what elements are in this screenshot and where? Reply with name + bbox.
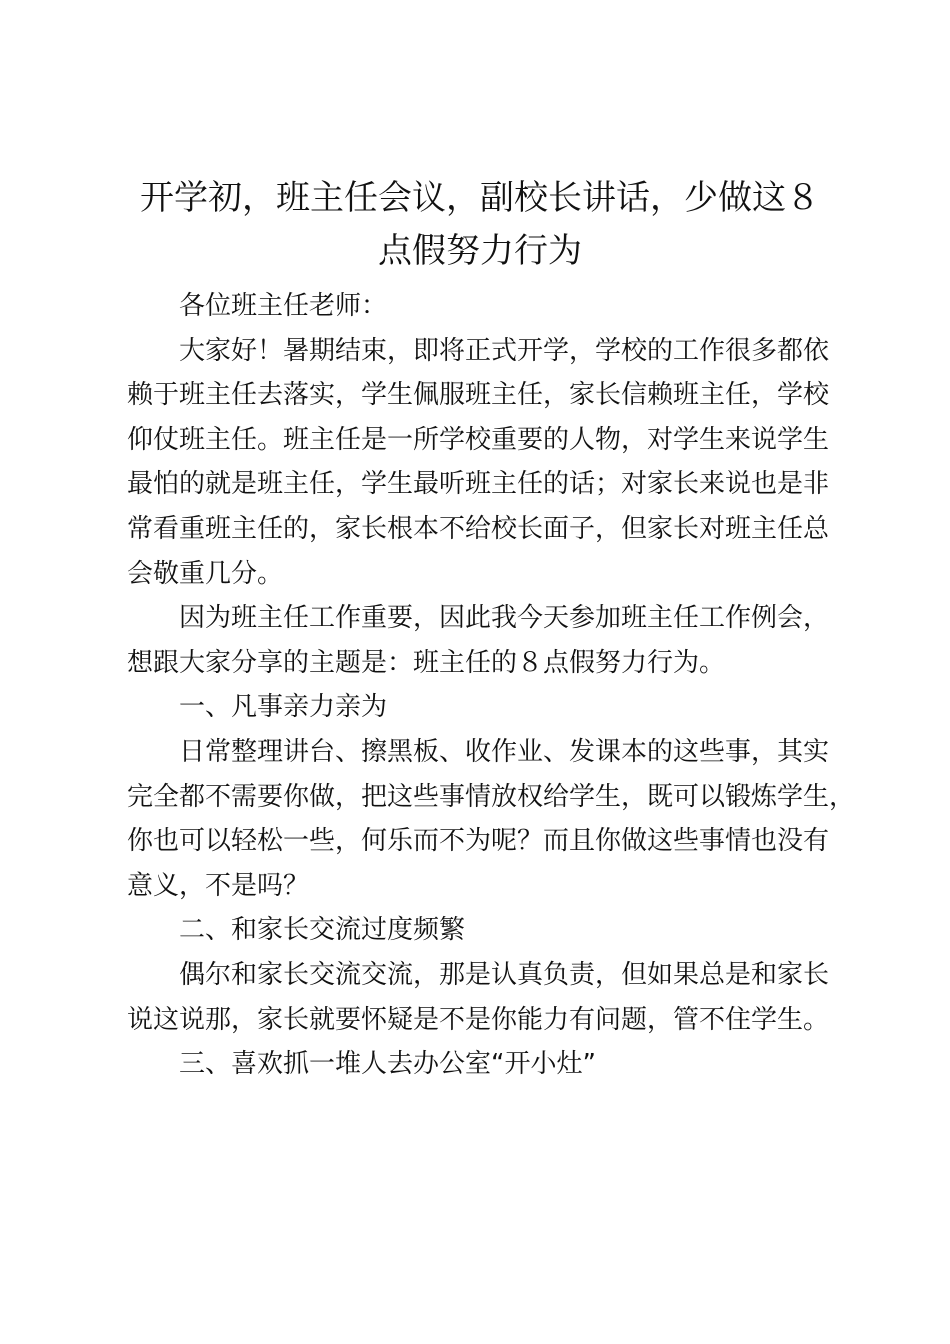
paragraph-line: 会敬重几分。	[127, 558, 284, 589]
paragraph-line: 说这说那，家长就要怀疑是不是你能力有问题，管不住学生。	[127, 1004, 830, 1035]
paragraph-line: 常看重班主任的，家长根本不给校长面子，但家长对班主任总	[127, 513, 830, 544]
paragraph-line: 想跟大家分享的主题是：班主任的８点假努力行为。	[127, 647, 726, 678]
document-body	[127, 284, 856, 1087]
paragraph-line: 偶尔和家长交流交流，那是认真负责，但如果总是和家长	[179, 959, 830, 990]
title-line: 点假努力行为	[378, 231, 582, 271]
salutation	[127, 284, 833, 329]
section-heading: 三、喜欢抓一堆人去办公室“开小灶”	[179, 1049, 596, 1080]
paragraph-line: 赖于班主任去落实，学生佩服班主任，家长信赖班主任，学校	[127, 380, 830, 411]
paragraph-line: 意义，不是吗？	[127, 870, 310, 901]
paragraph-greeting	[127, 329, 833, 597]
section-heading-2	[127, 908, 833, 953]
section-body-2	[127, 953, 833, 1042]
document-page	[127, 172, 856, 1087]
section-heading: 二、和家长交流过度频繁	[179, 915, 466, 946]
section-heading: 一、凡事亲力亲为	[179, 692, 388, 723]
paragraph-line: 你也可以轻松一些，何乐而不为呢？而且你做这些事情也没有	[127, 826, 830, 857]
section-heading-1	[127, 685, 833, 730]
paragraph-line: 仰仗班主任。班主任是一所学校重要的人物，对学生来说学生	[127, 424, 830, 455]
paragraph-line: 完全都不需要你做，把这些事情放权给学生，既可以锻炼学生，	[127, 781, 856, 812]
paragraph-line: 因为班主任工作重要，因此我今天参加班主任工作例会，	[179, 603, 830, 634]
paragraph-line: 日常整理讲台、擦黑板、收作业、发课本的这些事，其实	[179, 736, 830, 767]
salutation-text: 各位班主任老师：	[179, 291, 388, 321]
section-heading-3	[127, 1042, 833, 1087]
paragraph-topic	[127, 596, 833, 685]
document-title	[127, 172, 833, 278]
paragraph-line: 大家好！暑期结束，即将正式开学，学校的工作很多都依	[179, 335, 830, 366]
title-line: 开学初，班主任会议，副校长讲话，少做这８	[140, 178, 820, 218]
paragraph-line: 最怕的就是班主任，学生最听班主任的话；对家长来说也是非	[127, 469, 830, 500]
section-body-1	[127, 730, 856, 908]
